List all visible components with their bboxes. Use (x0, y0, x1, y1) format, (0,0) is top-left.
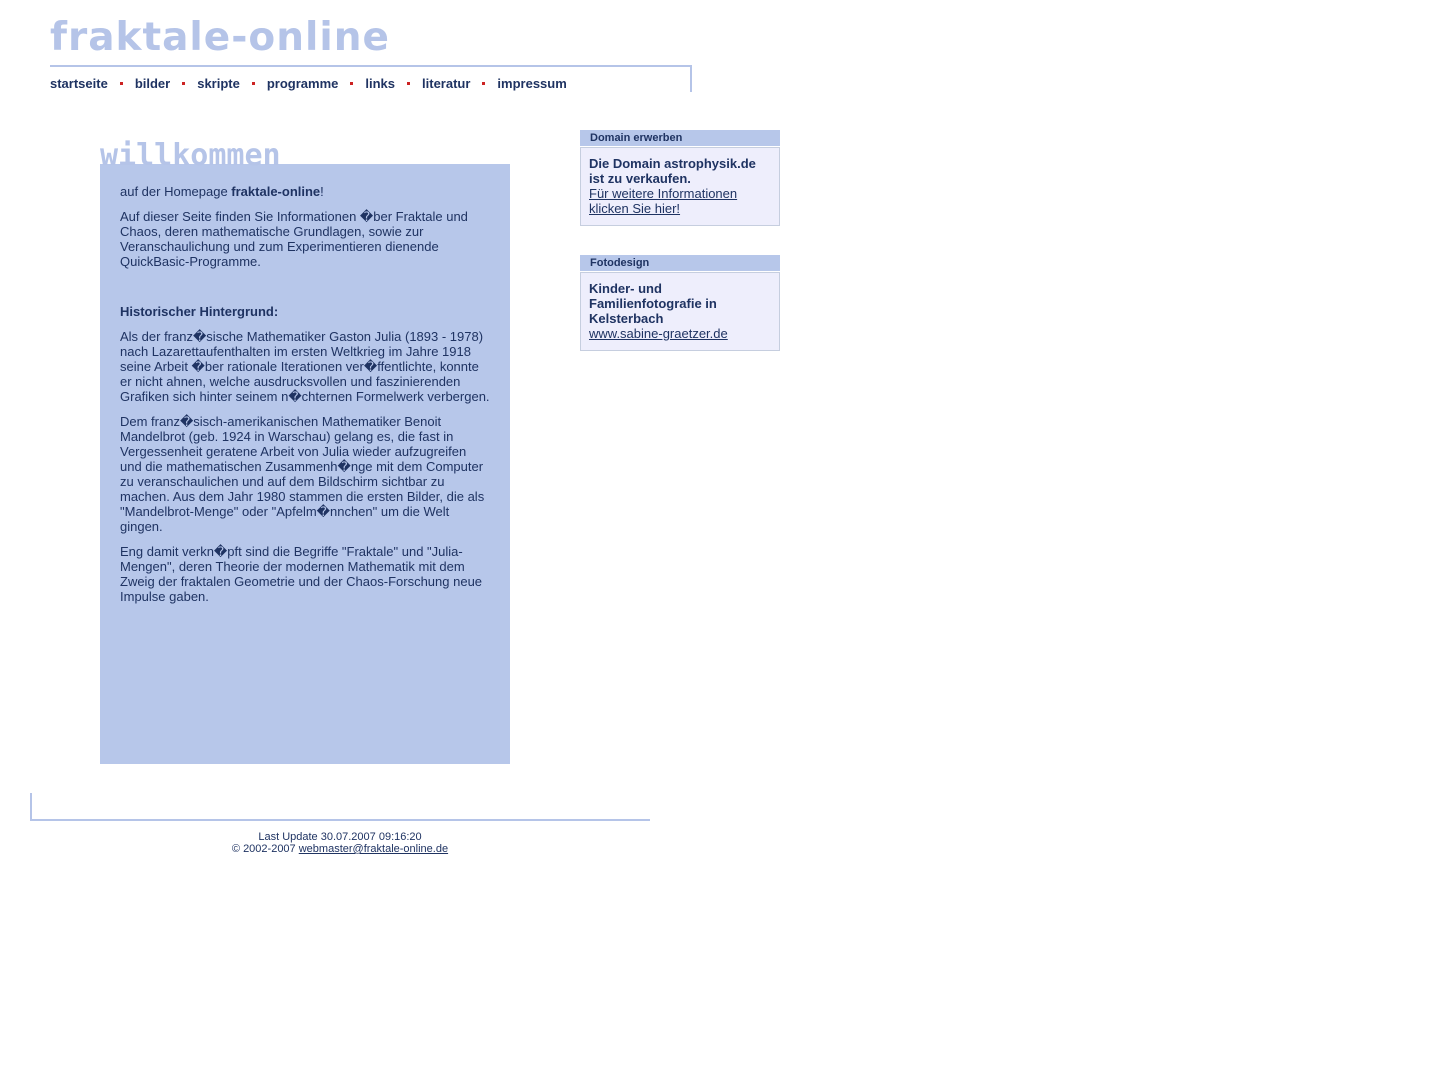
footer (30, 831, 650, 855)
history-paragraph-julia: Als der franz�sische Mathematiker Gaston Julia (1893 - 1978) nach Lazarettaufenthalten im ersten Weltkrieg im Jahre 1918 seine Arbeit �ber rationale Iterationen ver�ffentlichte, konnte er nicht ahnen, welche ausdrucksvollen und faszinierenden Grafiken sich hinter seinem n�chternen Formelwerk verbergen. (120, 329, 490, 404)
nav-programme[interactable]: programme (266, 76, 339, 91)
fotodesign-box (580, 255, 780, 351)
domain-box (580, 130, 780, 226)
main-nav (50, 76, 567, 92)
footer-divider-start (30, 793, 32, 820)
copyright-text: © 2002-2007 (231, 843, 299, 855)
nav-separator (252, 82, 255, 85)
nav-literatur[interactable]: literatur (422, 76, 471, 91)
nav-separator (407, 82, 410, 85)
nav-separator (120, 82, 123, 85)
site-logo[interactable]: fraktale-online (50, 15, 390, 60)
nav-separator (482, 82, 485, 85)
nav-divider (50, 65, 691, 67)
spacer (120, 279, 490, 304)
domain-info-link[interactable]: Für weitere Informationen klicken Sie hier! (589, 186, 738, 216)
last-update: Last Update 30.07.2007 09:16:20 (258, 831, 422, 843)
fotodesign-link[interactable]: www.sabine-graetzer.de (589, 326, 728, 341)
fotodesign-text: Kinder- und Familienfotografie in Kelsterbach (589, 281, 717, 326)
nav-divider-end (690, 65, 692, 92)
fotodesign-box-title: Fotodesign (580, 255, 780, 271)
description-paragraph: Auf dieser Seite finden Sie Informationen �ber Fraktale und Chaos, deren mathematische Grundlagen, sowie zur Veranschaulichung und zum Experimentieren dienende QuickBasic-Programme. (120, 209, 468, 269)
nav-bilder[interactable]: bilder (134, 76, 171, 91)
intro-paragraph (120, 184, 490, 199)
webmaster-email-link[interactable]: webmaster@fraktale-online.de (298, 843, 449, 855)
history-paragraph-mandelbrot: Dem franz�sisch-amerikanischen Mathematiker Benoit Mandelbrot (geb. 1924 in Warschau) gelang es, die fast in Vergessenheit geratene Arbeit von Julia wieder aufzugreifen und die mathematischen Zusammenh�nge mit dem Computer zu veranschaulichen und auf dem Bildschirm sichtbar zu machen. Aus dem Jahr 1980 stammen die ersten Bilder, die als "Mandelbrot-Menge" oder "Apfelm�nnchen" um die Welt gingen. (120, 414, 485, 534)
history-paragraph-fractals: Eng damit verkn�pft sind die Begriffe "Fraktale" und "Julia-Mengen", deren Theorie der modernen Mathematik mit dem Zweig der fraktalen Geometrie und der Chaos-Forschung neue Impulse gaben. (120, 544, 483, 604)
intro-suffix: ! (320, 184, 324, 199)
history-heading: Historischer Hintergrund: (120, 304, 279, 319)
domain-sale-text: Die Domain astrophysik.de ist zu verkaufen. (589, 156, 756, 186)
nav-links[interactable]: links (365, 76, 396, 91)
nav-impressum[interactable]: impressum (497, 76, 567, 91)
page-title: willkommen (100, 138, 281, 173)
intro-site-name: fraktale-online (231, 184, 321, 199)
fotodesign-box-body (580, 272, 780, 351)
content-panel (100, 164, 510, 764)
footer-divider (30, 819, 650, 821)
nav-skripte[interactable]: skripte (197, 76, 240, 91)
intro-prefix: auf der Homepage (120, 184, 232, 199)
nav-startseite[interactable]: startseite (50, 76, 108, 91)
domain-box-body (580, 147, 780, 226)
domain-box-title: Domain erwerben (580, 130, 780, 146)
nav-separator (350, 82, 353, 85)
copyright-line (30, 843, 650, 855)
nav-separator (182, 82, 185, 85)
